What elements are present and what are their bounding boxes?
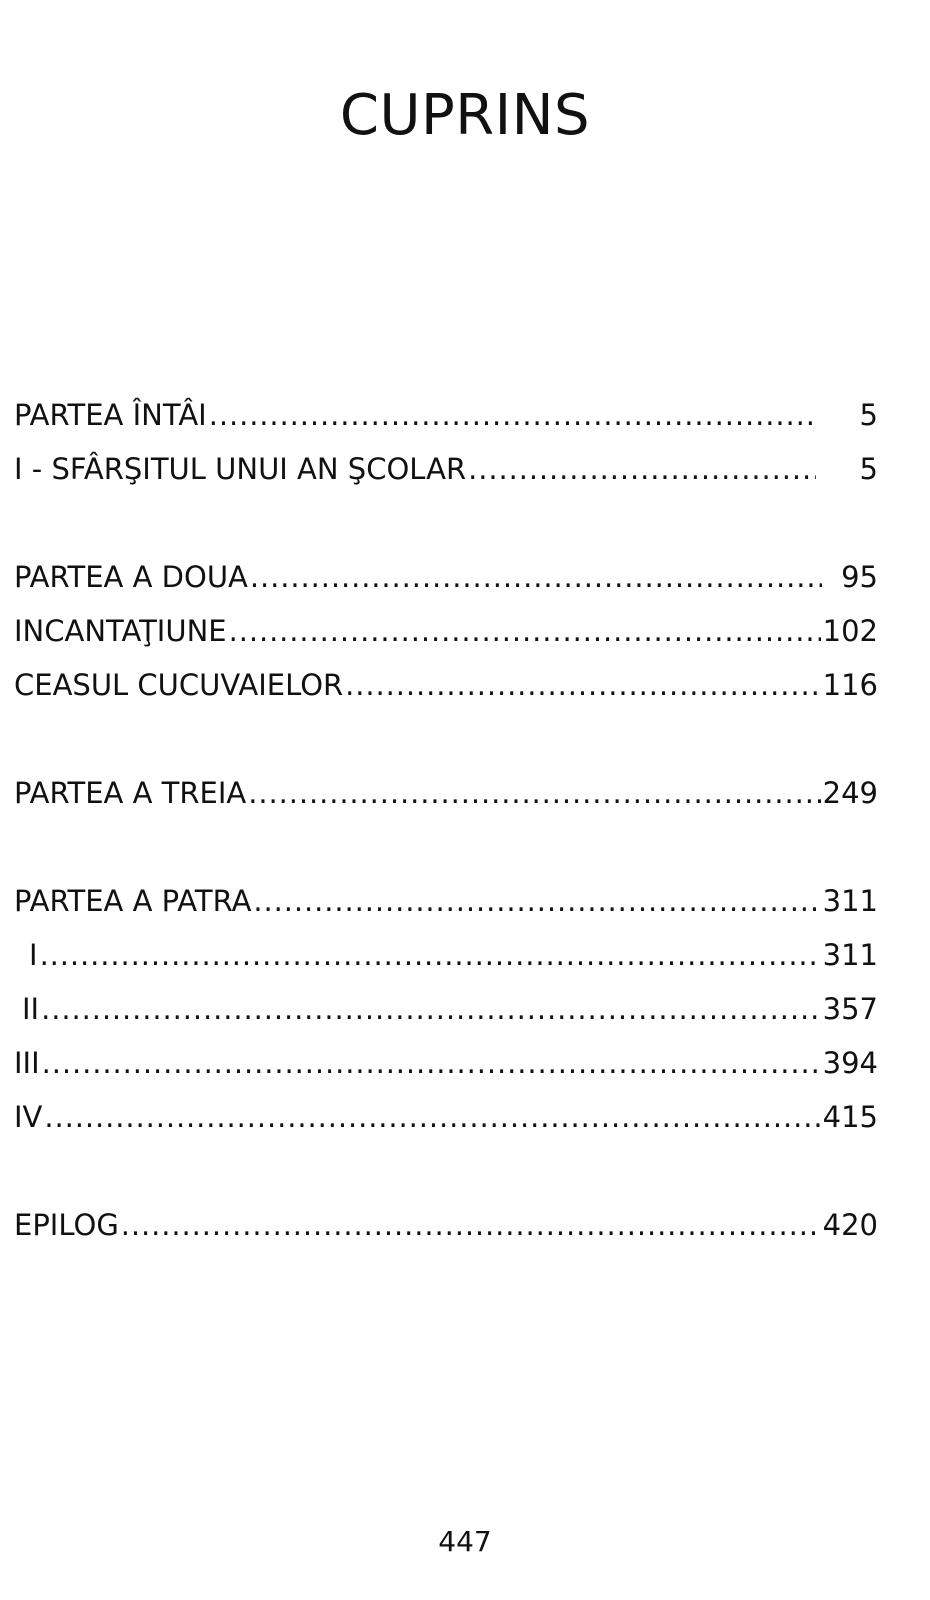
toc-entry-page: 102 [822, 614, 878, 648]
dot-leader [468, 449, 816, 489]
toc-entry-section-iv[interactable] [14, 1097, 878, 1151]
toc-entry-label: PARTEA ÎNTÂI [14, 398, 207, 432]
dot-leader [40, 935, 821, 975]
toc-entry-label: III [14, 1046, 40, 1080]
toc-group-part-one [14, 395, 878, 503]
dot-leader [44, 1097, 820, 1137]
toc-entry-incantatiune[interactable] [14, 611, 878, 665]
toc-entry-section-iii[interactable] [14, 1043, 878, 1097]
toc-entry-page: 95 [841, 560, 878, 594]
toc-entry-label: II [22, 992, 40, 1026]
toc-entry-epilog[interactable] [14, 1205, 878, 1259]
toc-entry-label: PARTEA A PATRA [14, 884, 252, 918]
toc-entry-page: 311 [822, 884, 878, 918]
dot-leader [121, 1205, 821, 1245]
toc-entry-partea-intai[interactable] [14, 395, 878, 449]
toc-entry-partea-a-doua[interactable] [14, 557, 878, 611]
toc-entry-section-i[interactable] [14, 935, 878, 989]
dot-leader [345, 665, 820, 705]
toc-entry-page: 5 [859, 452, 878, 486]
dot-leader [248, 773, 820, 813]
toc-group-part-three [14, 773, 878, 827]
dot-leader [41, 989, 821, 1029]
toc-group-part-two [14, 557, 878, 719]
toc-entry-label: PARTEA A DOUA [14, 560, 248, 594]
dot-leader [250, 557, 822, 597]
page-title: CUPRINS [339, 83, 591, 148]
dot-leader [229, 611, 821, 651]
table-of-contents [14, 395, 878, 1313]
toc-entry-label: INCANTAŢIUNE [14, 614, 227, 648]
toc-entry-page: 394 [822, 1046, 878, 1080]
toc-entry-chapter-i[interactable] [14, 449, 878, 503]
toc-entry-page: 249 [822, 776, 878, 810]
toc-entry-page: 420 [822, 1208, 878, 1242]
page-number: 447 [438, 1525, 492, 1558]
toc-entry-label: I [29, 938, 38, 972]
dot-leader [253, 881, 820, 921]
toc-entry-ceasul-cucuvaielor[interactable] [14, 665, 878, 719]
toc-entry-page: 311 [822, 938, 878, 972]
toc-entry-label: IV [14, 1100, 43, 1134]
toc-entry-label: PARTEA A TREIA [14, 776, 247, 810]
toc-group-part-four [14, 881, 878, 1151]
toc-entry-label: CEASUL CUCUVAIELOR [14, 668, 344, 702]
toc-entry-page: 116 [822, 668, 878, 702]
toc-entry-page: 5 [859, 398, 878, 432]
dot-leader [209, 395, 816, 435]
toc-entry-partea-a-treia[interactable] [14, 773, 878, 827]
toc-entry-page: 415 [822, 1100, 878, 1134]
dot-leader [42, 1043, 821, 1083]
toc-entry-page: 357 [822, 992, 878, 1026]
toc-entry-section-ii[interactable] [14, 989, 878, 1043]
toc-entry-partea-a-patra[interactable] [14, 881, 878, 935]
toc-entry-label: EPILOG [14, 1208, 119, 1242]
toc-entry-label: I - SFÂRŞITUL UNUI AN ŞCOLAR [14, 452, 467, 486]
toc-group-epilog [14, 1205, 878, 1259]
